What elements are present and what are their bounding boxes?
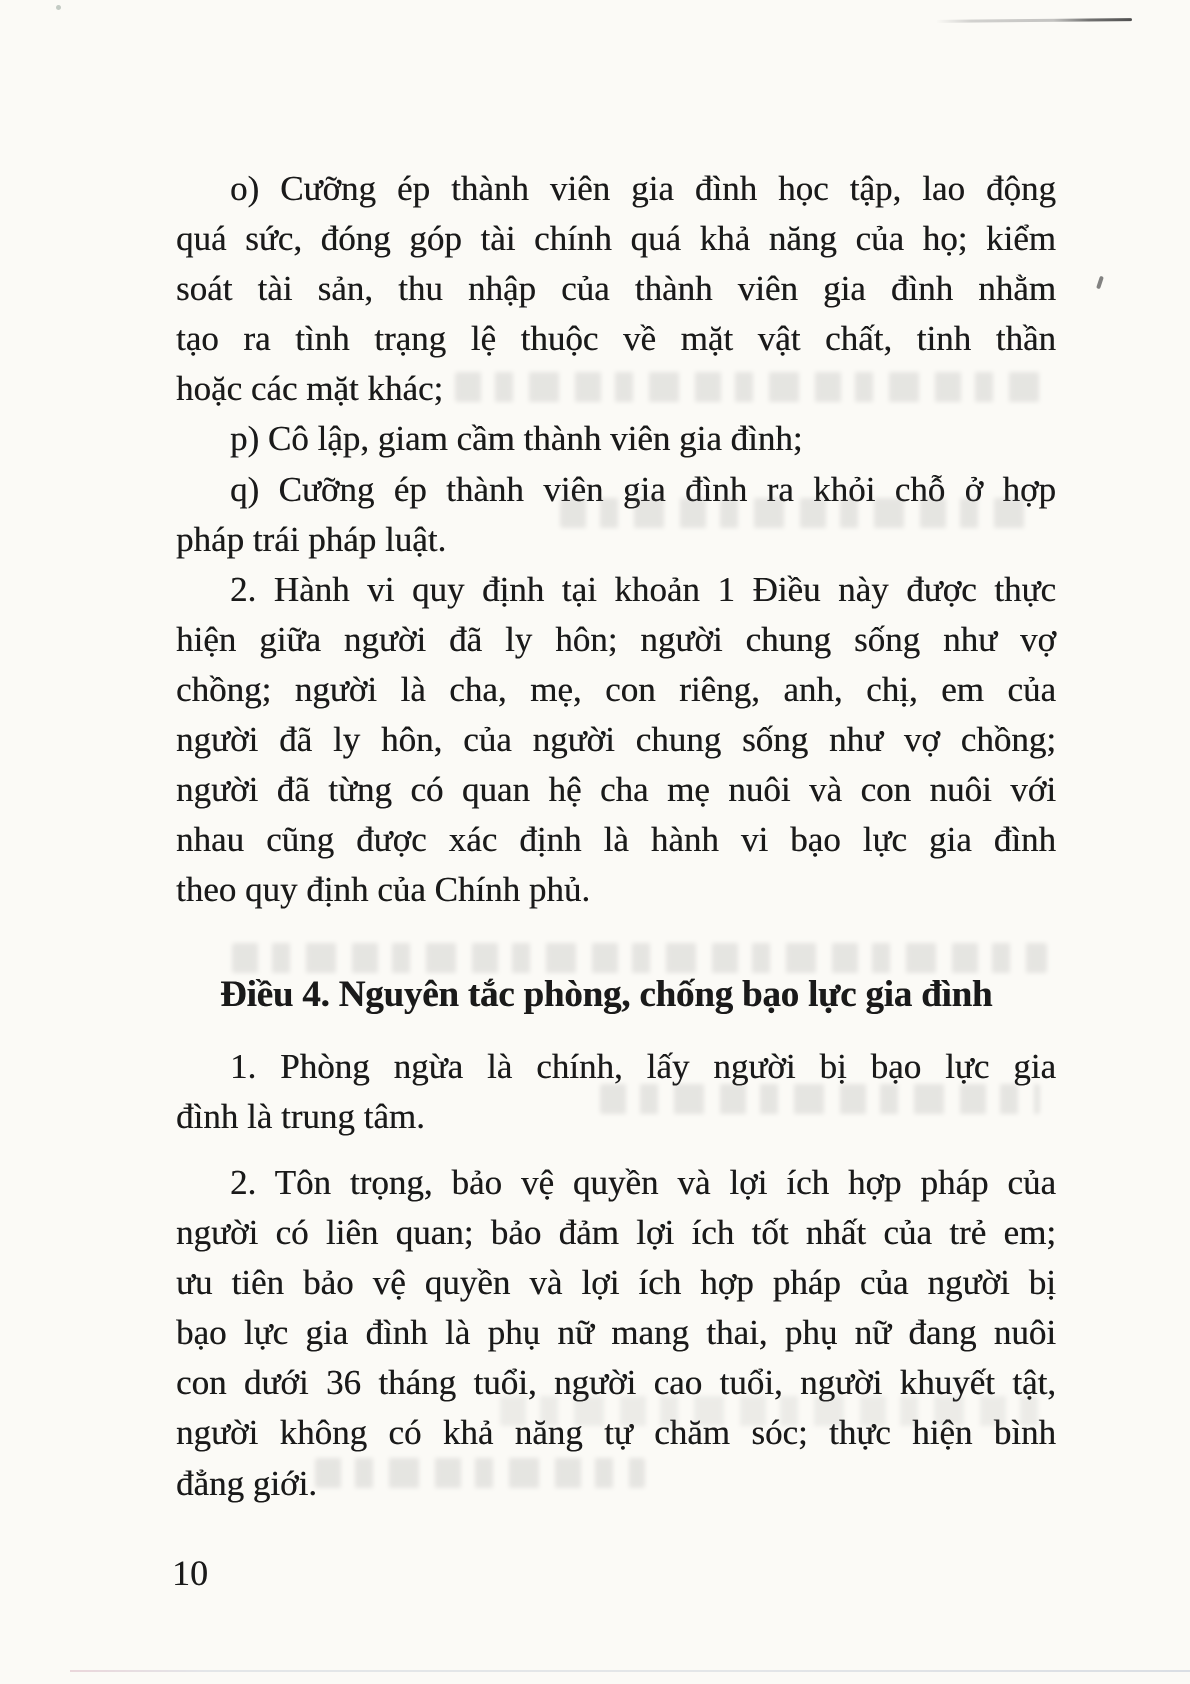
text-line: hoặc các mặt khác; [176, 369, 444, 409]
text-line: q) Cưỡng ép thành viên gia đình ra khỏi chỗ ở hợp [230, 469, 1056, 509]
text-line: ưu tiên bảo vệ quyền và lợi ích hợp pháp của người bị [176, 1263, 1056, 1303]
text-line: hiện giữa người đã ly hôn; người chung sống như vợ [176, 619, 1056, 659]
text-line: quá sức, đóng góp tài chính quá khả năng của họ; kiểm [176, 219, 1056, 259]
scan-line-artifact [936, 18, 1132, 23]
text-line: soát tài sản, thu nhập của thành viên gia đình nhằm [176, 269, 1056, 309]
text-line: đẳng giới. [176, 1463, 317, 1503]
paragraph-block-principle-2 [176, 1158, 1056, 1509]
paragraph-block-violent-acts [176, 164, 1056, 915]
bleed-through-artifact [315, 1458, 645, 1488]
bleed-through-artifact [455, 372, 1040, 402]
text-line: người đã từng có quan hệ cha mẹ nuôi và con nuôi với [176, 770, 1056, 810]
text-line: 2. Hành vi quy định tại khoản 1 Điều này được thực [230, 569, 1056, 609]
bleed-through-artifact [600, 1084, 1040, 1114]
scan-tick-artifact [1096, 276, 1104, 290]
text-line: tạo ra tình trạng lệ thuộc về mặt vật chất, tinh thần [176, 319, 1056, 359]
text-line: p) Cô lập, giam cầm thành viên gia đình; [230, 419, 803, 459]
bleed-through-artifact [500, 1396, 1040, 1426]
text-line: pháp trái pháp luật. [176, 519, 447, 559]
text-line: o) Cưỡng ép thành viên gia đình học tập, lao động [230, 169, 1056, 208]
text-line: 1. Phòng ngừa là chính, lấy người bị bạo lực gia [230, 1047, 1056, 1086]
text-line: nhau cũng được xác định là hành vi bạo lực gia đình [176, 820, 1056, 860]
text-line: 2. Tôn trọng, bảo vệ quyền và lợi ích hợp pháp của [230, 1163, 1056, 1202]
bleed-through-artifact [232, 943, 1047, 973]
scan-speck-artifact [56, 5, 61, 10]
text-line: con dưới 36 tháng tuổi, người cao tuổi, người khuyết tật, [176, 1363, 1056, 1403]
text-line: bạo lực gia đình là phụ nữ mang thai, phụ nữ đang nuôi [176, 1313, 1056, 1353]
text-line: người đã ly hôn, của người chung sống như vợ chồng; [176, 720, 1056, 760]
text-line: chồng; người là cha, mẹ, con riêng, anh, chị, em của [176, 669, 1056, 709]
bleed-through-artifact [560, 498, 1035, 528]
text-line: người có liên quan; bảo đảm lợi ích tốt nhất của trẻ em; [176, 1213, 1056, 1253]
page-number: 10 [172, 1553, 208, 1593]
text-line: theo quy định của Chính phủ. [176, 870, 591, 910]
article-4-heading: Điều 4. Nguyên tắc phòng, chống bạo lực gia đình [220, 974, 993, 1015]
text-line: người không có khả năng tự chăm sóc; thực hiện bình [176, 1413, 1056, 1453]
scan-page-edge-artifact [70, 1670, 1190, 1672]
text-line: đình là trung tâm. [176, 1097, 425, 1137]
